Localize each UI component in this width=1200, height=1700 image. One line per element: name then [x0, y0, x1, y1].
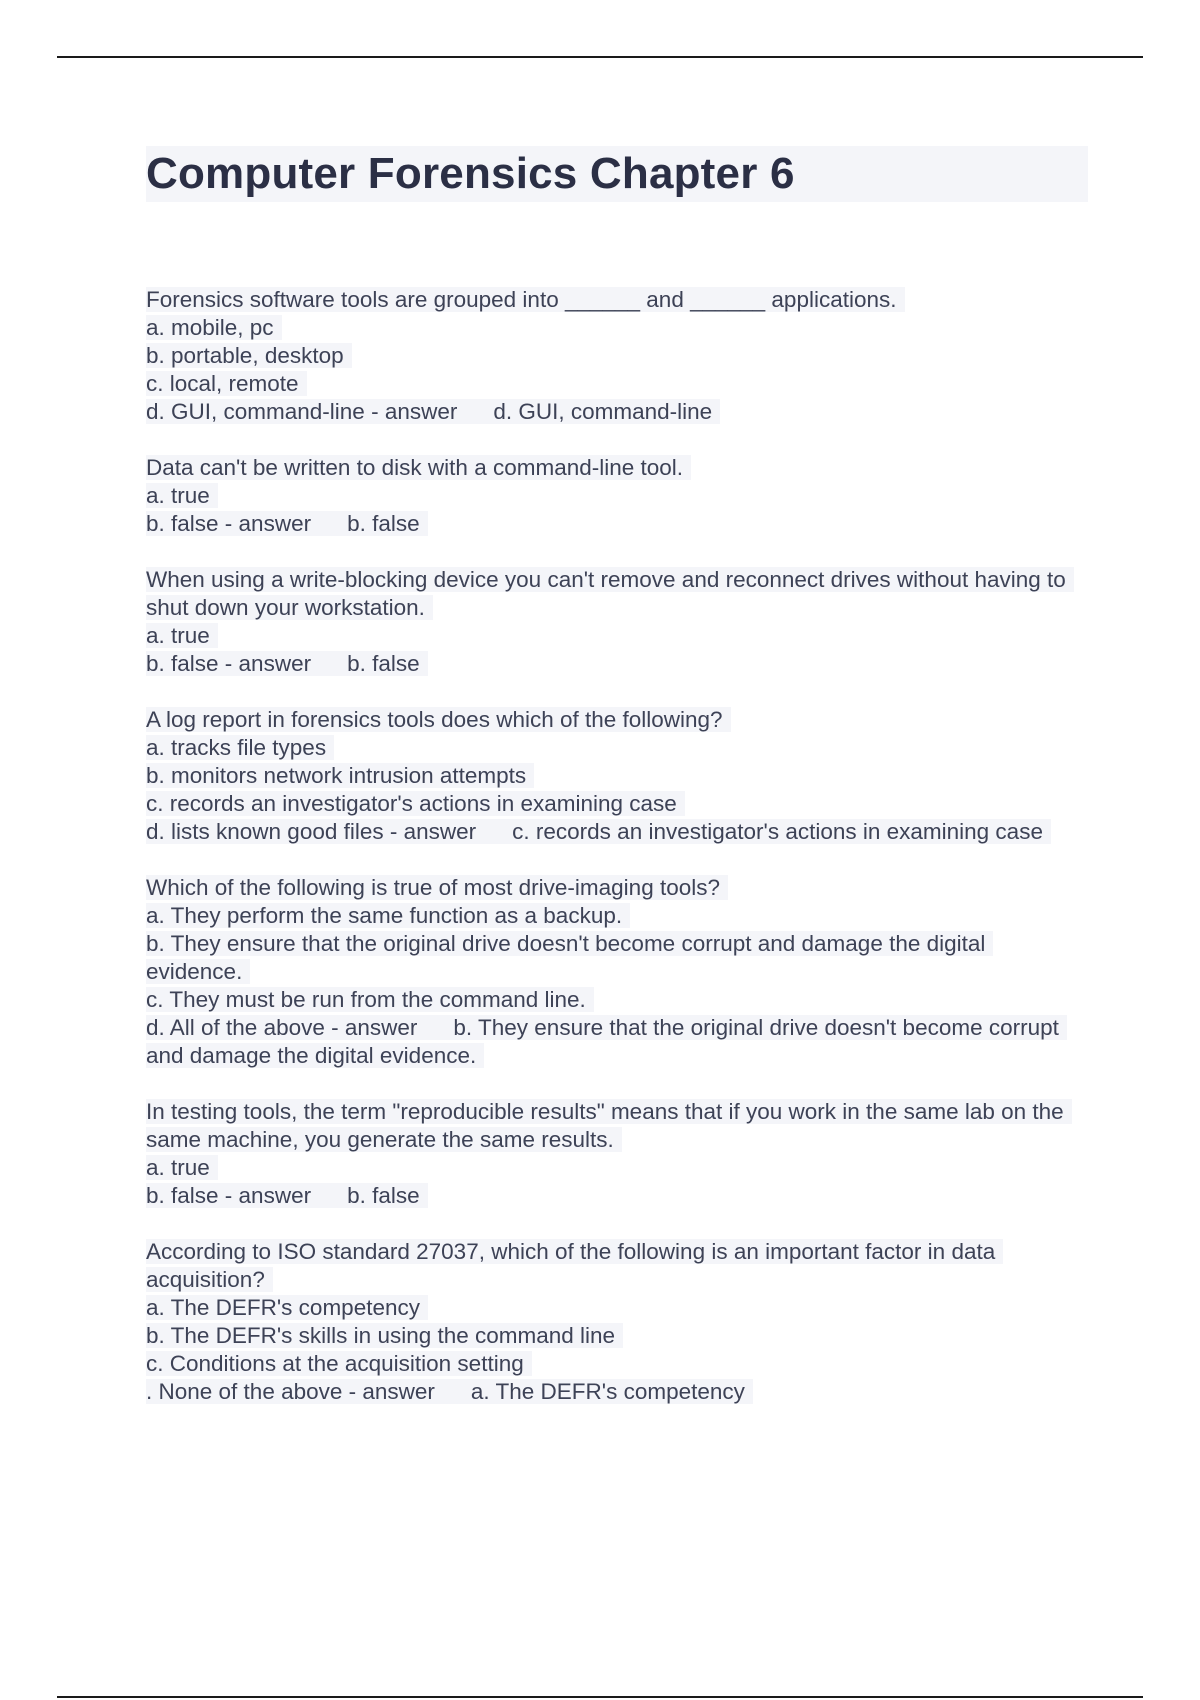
option: c. records an investigator's actions in examining case: [146, 791, 685, 816]
option: b. They ensure that the original drive doesn't become corrupt and damage the digital evidence.: [146, 931, 993, 984]
option: b. portable, desktop: [146, 343, 352, 368]
option: a. They perform the same function as a backup.: [146, 903, 630, 928]
option: c. Conditions at the acquisition setting: [146, 1351, 532, 1376]
option: b. monitors network intrusion attempts: [146, 763, 534, 788]
qa-item-2: [146, 454, 1088, 538]
qa-item-6: [146, 1098, 1088, 1210]
option: c. They must be run from the command line.: [146, 987, 594, 1012]
qa-list: [146, 286, 1088, 1406]
last-option: . None of the above - answer: [146, 1379, 435, 1404]
last-option: b. false - answer: [146, 651, 312, 676]
qa-item-7: [146, 1238, 1088, 1406]
question-text: Data can't be written to disk with a command-line tool.: [146, 455, 691, 480]
question-text: A log report in forensics tools does which of the following?: [146, 707, 731, 732]
answer-text: c. records an investigator's actions in examining case: [512, 819, 1043, 844]
qa-item-1: [146, 286, 1088, 426]
last-option: d. All of the above - answer: [146, 1015, 418, 1040]
option: b. The DEFR's skills in using the command line: [146, 1323, 623, 1348]
last-option: d. lists known good files - answer: [146, 819, 477, 844]
option: a. true: [146, 483, 218, 508]
answer-text: a. The DEFR's competency: [470, 1379, 745, 1404]
top-rule: [57, 56, 1143, 58]
bottom-rule: [57, 1696, 1143, 1698]
qa-item-4: [146, 706, 1088, 846]
qa-item-3: [146, 566, 1088, 678]
option: c. local, remote: [146, 371, 307, 396]
last-option: b. false - answer: [146, 1183, 312, 1208]
question-text: According to ISO standard 27037, which of the following is an important factor in data acquisition?: [146, 1239, 1003, 1292]
question-text: Forensics software tools are grouped into ______ and ______ applications.: [146, 287, 905, 312]
answer-text: b. false: [347, 511, 420, 536]
qa-item-5: [146, 874, 1088, 1070]
question-text: Which of the following is true of most drive-imaging tools?: [146, 875, 728, 900]
option: a. tracks file types: [146, 735, 334, 760]
option: a. true: [146, 1155, 218, 1180]
last-option: b. false - answer: [146, 511, 312, 536]
answer-text: b. false: [347, 651, 420, 676]
question-text: When using a write-blocking device you can't remove and reconnect drives without having to shut down your workstation.: [146, 567, 1074, 620]
question-text: In testing tools, the term "reproducible results" means that if you work in the same lab on the same machine, you generate the same results.: [146, 1099, 1072, 1152]
title-banner: [146, 146, 1088, 202]
document-page: [146, 146, 1088, 1434]
option: a. true: [146, 623, 218, 648]
last-option: d. GUI, command-line - answer: [146, 399, 458, 424]
page-title: Computer Forensics Chapter 6: [146, 149, 795, 198]
answer-text: d. GUI, command-line: [493, 399, 713, 424]
answer-text: b. false: [347, 1183, 420, 1208]
answer-text: b. They ensure that the original drive doesn't become corrupt and damage the digital evidence.: [146, 1015, 1059, 1068]
option: a. The DEFR's competency: [146, 1295, 428, 1320]
option: a. mobile, pc: [146, 315, 282, 340]
